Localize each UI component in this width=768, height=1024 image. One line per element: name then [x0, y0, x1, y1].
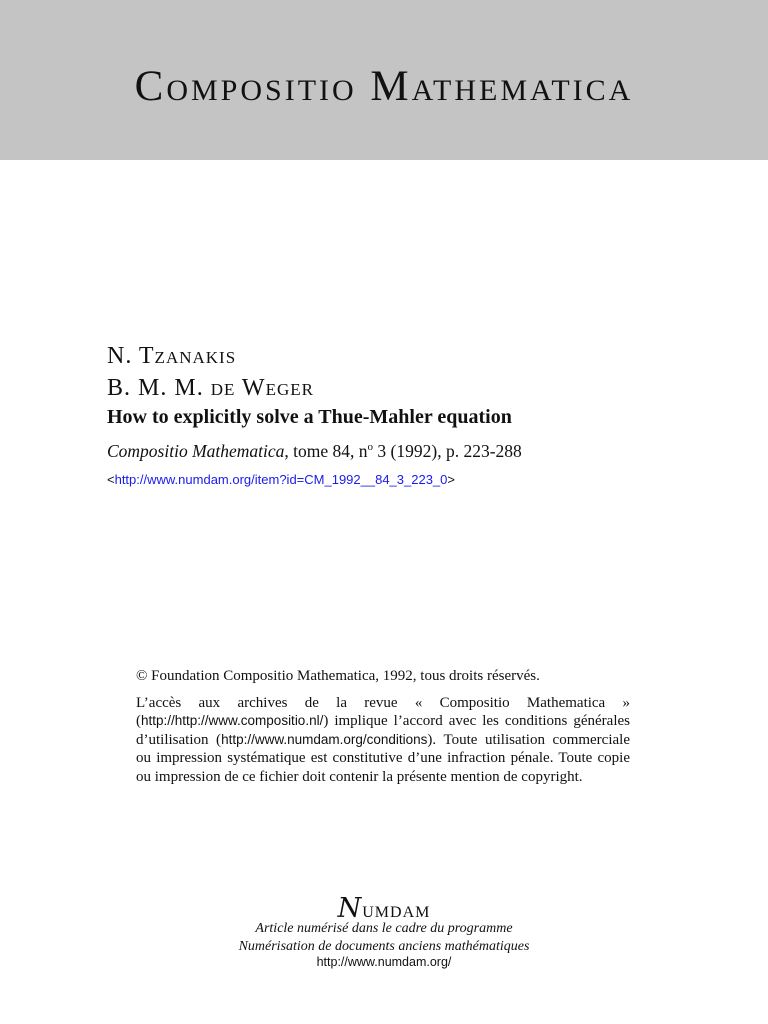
- journal-banner: [0, 0, 768, 160]
- footer-program-name: Numérisation de documents anciens mathématiques: [238, 939, 530, 954]
- author-name: N. Tzanakis: [107, 343, 237, 369]
- stable-link: [107, 472, 455, 487]
- citation-volume: , tome 84, n: [284, 441, 368, 461]
- paper-title: How to explicitly solve a Thue-Mahler equation: [107, 406, 512, 428]
- conditions-url[interactable]: http://www.numdam.org/conditions: [221, 731, 428, 747]
- access-text-3: ). Toute utilisation commerciale ou impression systématique est constitutive d’une infraction pénale. Toute copie ou impression de ce fichier doit contenir la présente mention de copyright.: [136, 731, 630, 785]
- author-name: B. M. M. de Weger: [107, 375, 314, 401]
- link-open-bracket: <: [107, 472, 115, 487]
- rights-notice: [136, 667, 630, 786]
- numdam-logo-initial: N: [337, 893, 363, 924]
- link-close-bracket: >: [447, 472, 455, 487]
- article-url-link[interactable]: http://www.numdam.org/item?id=CM_1992__84_3_223_0: [114, 472, 448, 487]
- numdam-logo: [0, 893, 768, 924]
- numdam-logo-rest: umdam: [362, 897, 431, 922]
- footer-program-line: Article numérisé dans le cadre du programme: [255, 921, 513, 936]
- access-terms: [136, 694, 630, 787]
- numdam-url[interactable]: http://www.numdam.org/: [316, 955, 452, 969]
- journal-title: Compositio Mathematica: [134, 63, 634, 110]
- compositio-url[interactable]: http://http://www.compositio.nl/: [141, 713, 324, 728]
- author-list: [107, 340, 314, 404]
- citation-journal: Compositio Mathematica: [107, 441, 285, 461]
- citation-issue-pages: 3 (1992), p. 223-288: [373, 441, 522, 461]
- citation-number-sign: o: [367, 441, 374, 454]
- citation: [107, 441, 522, 462]
- access-text-2: ) implique l’accord avec les conditions générales d’utilisation (: [136, 713, 630, 748]
- access-text-1: L’accès aux archives de la revue « Compositio Mathematica » (: [136, 694, 630, 729]
- copyright-line: © Foundation Compositio Mathematica, 1992, tous droits réservés.: [136, 668, 540, 684]
